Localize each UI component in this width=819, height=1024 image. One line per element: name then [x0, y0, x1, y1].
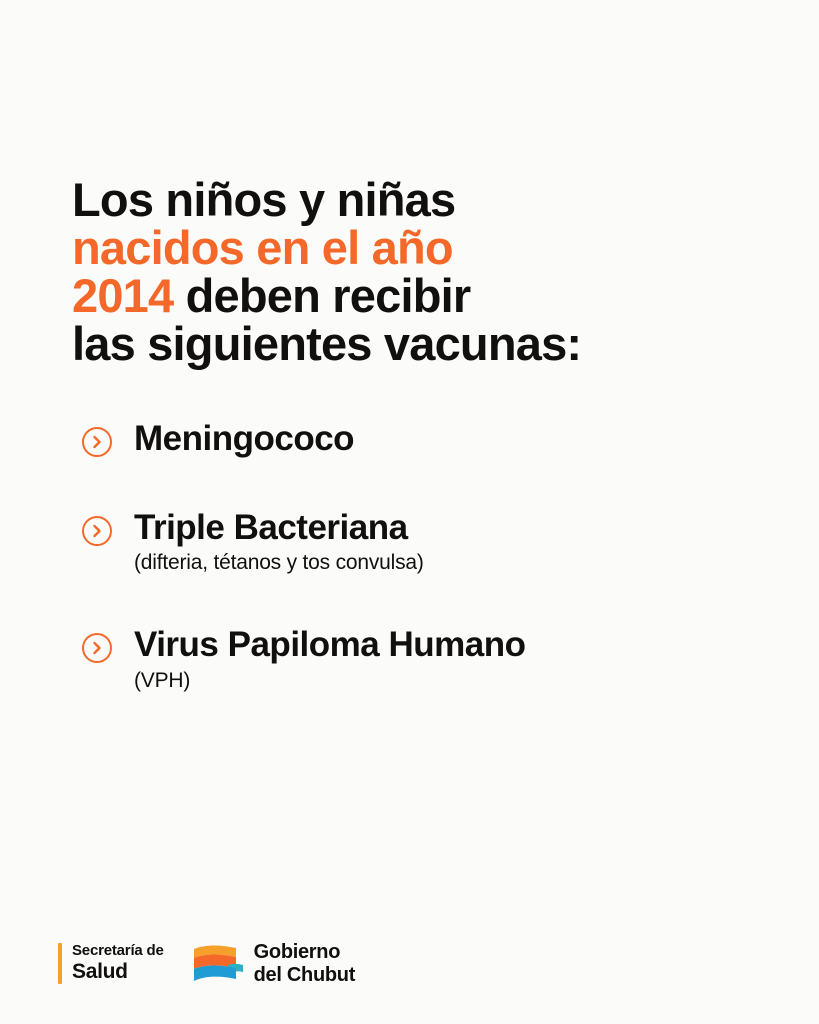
headline-line-3 [72, 268, 772, 322]
chevron-right-circle-icon [82, 633, 112, 663]
logo-secretaria-de-salud [58, 943, 164, 983]
list-item [82, 626, 772, 694]
list-item [82, 420, 772, 459]
logo-chubut-line-1: Gobierno [253, 941, 341, 964]
vaccine-note: (difteria, tétanos y tos convulsa) [134, 551, 424, 574]
vaccine-list [82, 420, 772, 694]
vaccine-name: Virus Papiloma Humano [134, 625, 526, 665]
logo-chubut-line-2: del Chubut [253, 963, 356, 986]
headline-line-4: las siguientes vacunas: [72, 316, 582, 370]
logo-salud-line-1: Secretaría de [72, 942, 164, 960]
vaccine-name: Meningococo [134, 419, 355, 458]
logo-accent-bar [58, 943, 62, 983]
vaccine-name: Triple Bacteriana [134, 507, 408, 547]
headline-line-1: Los niños y niñas [72, 173, 456, 226]
chevron-right-circle-icon [82, 427, 112, 457]
footer-logos [58, 941, 355, 986]
logo-gobierno-del-chubut [192, 941, 355, 986]
page-title [72, 173, 772, 370]
headline-line-3-rest: deben recibir [173, 268, 471, 322]
chevron-right-circle-icon [82, 516, 112, 546]
headline-line-2: nacidos en el año [72, 220, 453, 274]
vaccine-note: (VPH) [134, 668, 191, 692]
logo-salud-line-2: Salud [72, 960, 128, 984]
headline-year: 2014 [72, 268, 174, 322]
list-item [82, 509, 772, 577]
chubut-emblem-icon [192, 943, 244, 985]
